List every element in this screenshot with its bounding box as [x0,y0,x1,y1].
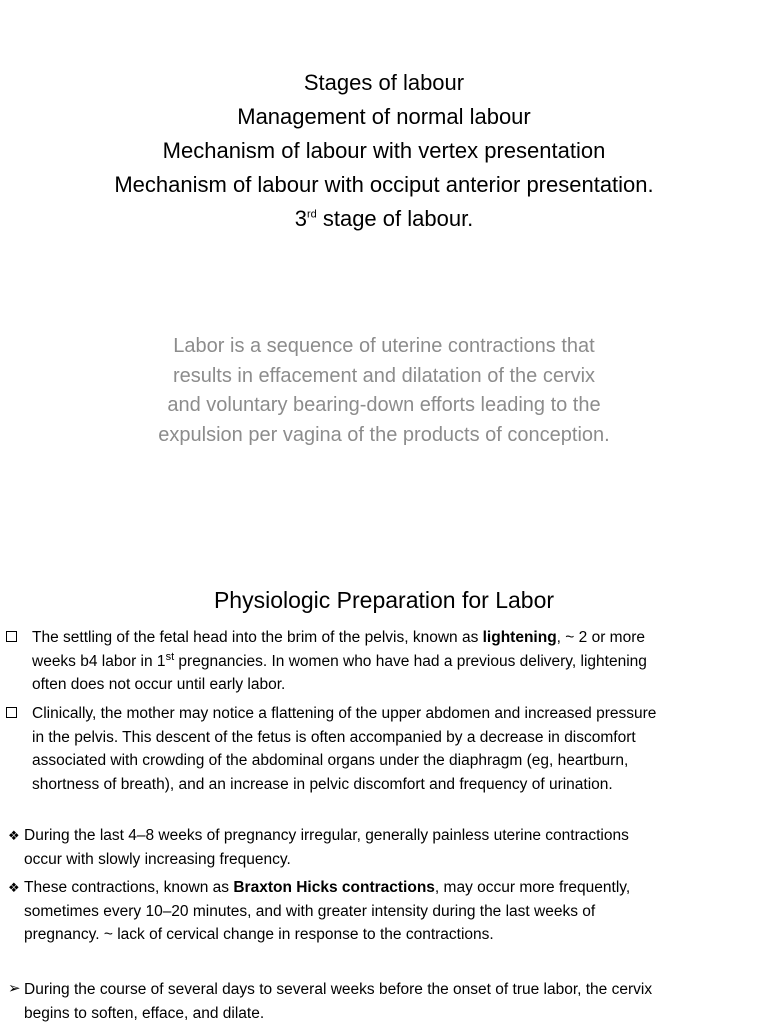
title-line: Stages of labour [0,66,768,100]
square-outline-icon [6,707,17,718]
bullet-text: pregnancies. In women who have had a previous delivery, lightening [174,653,647,670]
definition-line: expulsion per vagina of the products of conception. [0,421,768,451]
title-line [0,202,768,236]
title-line: Management of normal labour [0,100,768,134]
bullet-text: weeks b4 labor in 1 [32,653,166,670]
square-outline-icon [6,631,17,642]
definition-text [0,332,768,450]
bullet-line: associated with crowding of the abdominal organs under the diaphragm (eg, heartburn, [0,749,768,773]
bullet-text: These contractions, known as [24,879,233,896]
bullet-line: During the last 4–8 weeks of pregnancy irregular, generally painless uterine contractions [0,824,768,848]
title-line-text: stage of labour. [317,206,474,231]
bullet-line: Clinically, the mother may notice a flattening of the upper abdomen and increased pressure [0,702,768,726]
bullet-line [0,650,768,674]
bold-term: Braxton Hicks contractions [233,879,435,896]
bullet-text: , ~ 2 or more [557,629,645,646]
bullet-line: shortness of breath), and an increase in pelvic discomfort and frequency of urination. [0,773,768,797]
bullet-line [0,876,768,900]
bullet-item-cervix [0,978,768,1025]
title-line: Mechanism of labour with occiput anterior presentation. [0,168,768,202]
bullet-line: in the pelvis. This descent of the fetus is often accompanied by a decrease in discomfort [0,726,768,750]
bullet-text: , may occur more frequently, [435,879,630,896]
definition-line: Labor is a sequence of uterine contractions that [0,332,768,362]
title-ordinal-suffix: rd [307,209,317,221]
title-block [0,66,768,236]
bullet-line: During the course of several days to several weeks before the onset of true labor, the cervix [0,978,768,1002]
title-ordinal-number: 3 [295,206,307,231]
bullet-item-last-weeks [0,824,768,871]
right-arrowhead-icon: ➢ [8,977,21,1001]
bullet-text: The settling of the fetal head into the brim of the pelvis, known as [32,629,483,646]
definition-line: and voluntary bearing-down efforts leading to the [0,391,768,421]
bullet-line: occur with slowly increasing frequency. [0,848,768,872]
bullet-item-braxton-hicks [0,876,768,947]
title-line: Mechanism of labour with vertex presentation [0,134,768,168]
four-diamond-bullet-icon: ❖ [8,824,20,848]
bullet-line [0,626,768,650]
bullet-line: begins to soften, efface, and dilate. [0,1002,768,1025]
four-diamond-bullet-icon: ❖ [8,876,20,900]
bullet-item-lightening [0,626,768,697]
section-title: Physiologic Preparation for Labor [0,584,768,616]
bullet-line: pregnancy. ~ lack of cervical change in response to the contractions. [0,923,768,947]
bold-term: lightening [483,629,557,646]
bullet-item-clinically [0,702,768,796]
ordinal-suffix: st [166,650,175,662]
bullet-line: often does not occur until early labor. [0,673,768,697]
bullet-line: sometimes every 10–20 minutes, and with greater intensity during the last weeks of [0,900,768,924]
definition-line: results in effacement and dilatation of the cervix [0,362,768,392]
